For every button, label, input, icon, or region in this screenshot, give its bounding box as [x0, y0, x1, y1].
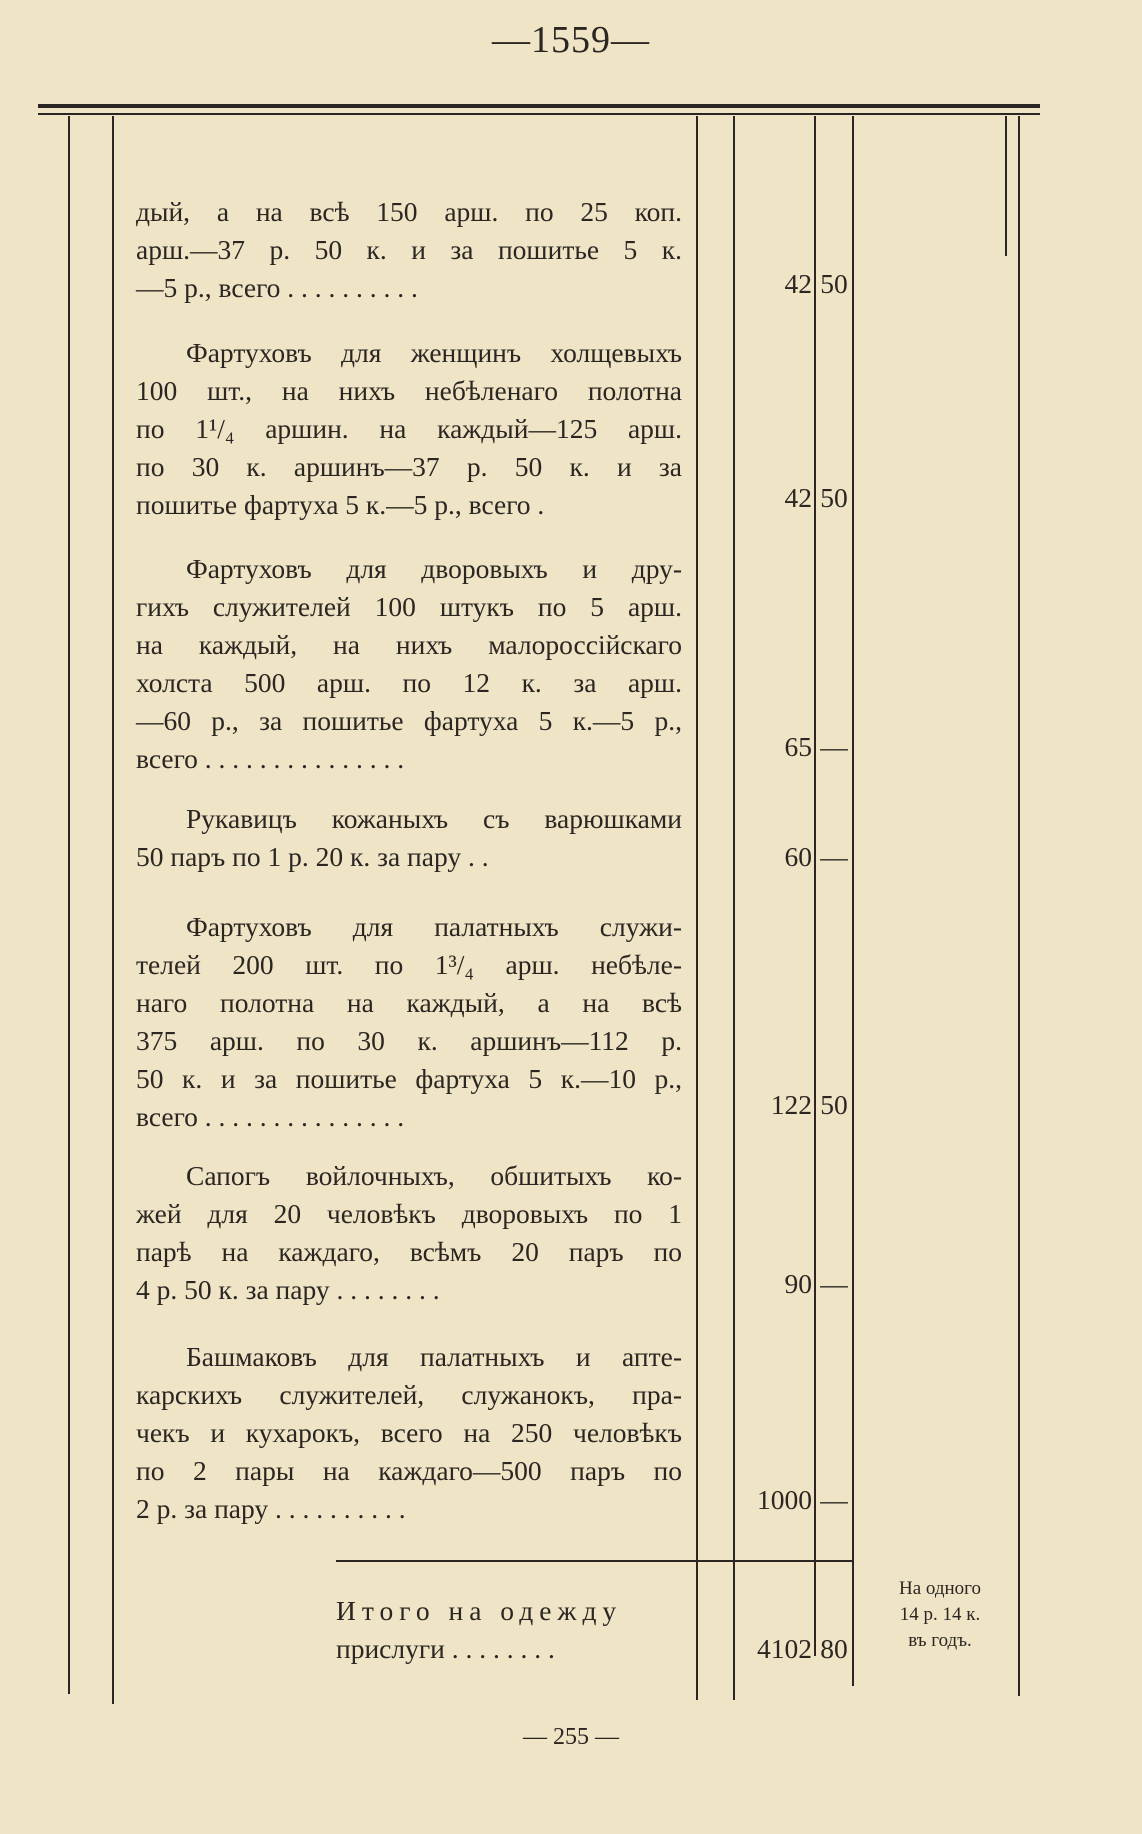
total-kopecks: 80 — [820, 1633, 848, 1664]
table-border-right-inner — [1005, 116, 1007, 256]
entry-line: парѣ на каждаго, всѣмъ 20 паръ по — [136, 1236, 682, 1267]
header-rule-thick — [38, 104, 1040, 108]
amount-rubles: 1000 — [757, 1484, 812, 1515]
entry-line: холста 500 арш. по 12 к. за арш. — [136, 667, 682, 698]
table-column-divider-kopecks — [814, 116, 816, 1656]
table-column-divider-notes — [852, 116, 854, 1686]
ledger-entry — [136, 334, 682, 524]
entry-line: по 30 к. аршинъ—37 р. 50 к. и за — [136, 451, 682, 482]
entry-line: чекъ и кухарокъ, всего на 250 человѣкъ — [136, 1417, 682, 1448]
entry-line: 375 арш. по 30 к. аршинъ—112 р. — [136, 1025, 682, 1056]
table-column-divider-rubles — [733, 116, 735, 1700]
entry-line: по 2 пары на каждаго—500 паръ по — [136, 1455, 682, 1486]
total-label — [336, 1592, 682, 1668]
entry-line: 4 р. 50 к. за пару . . . . . . . . — [136, 1274, 440, 1305]
ledger-entry — [136, 550, 682, 778]
entry-line: 50 к. и за пошитье фартуха 5 к.—10 р., — [136, 1063, 682, 1094]
ledger-entry — [136, 193, 682, 307]
entry-line: карскихъ служителей, служанокъ, пра- — [136, 1379, 682, 1410]
amount-kopecks: 50 — [820, 1089, 848, 1120]
amount-rubles: 42 — [784, 482, 812, 513]
page-number-header: —1559— — [492, 19, 650, 61]
amount-kopecks: — — [820, 841, 848, 872]
entry-line: дый, а на всѣ 150 арш. по 25 коп. — [136, 196, 682, 227]
per-person-note — [870, 1576, 1010, 1654]
ledger-entry — [136, 1157, 682, 1309]
amount-rubles: 60 — [784, 841, 812, 872]
total-line: прислуги . . . . . . . . — [336, 1633, 555, 1664]
total-line: Итого на одежду — [336, 1595, 623, 1626]
entry-line: всего . . . . . . . . . . . . . . . — [136, 1101, 405, 1132]
table-border-left-outer — [68, 116, 70, 1694]
entry-line: всего . . . . . . . . . . . . . . . — [136, 743, 405, 774]
page-number-footer: — 255 — — [523, 1724, 619, 1750]
entry-line: 100 шт., на нихъ небѣленаго полотна — [136, 375, 682, 406]
entry-line: арш.—37 р. 50 к. и за пошитье 5 к. — [136, 234, 682, 265]
entry-line: Фартуховъ для палатныхъ служи- — [186, 911, 682, 942]
amount-kopecks: — — [820, 1268, 848, 1299]
ledger-entry — [136, 800, 682, 876]
entry-line: Сапогъ войлочныхъ, обшитыхъ ко- — [186, 1160, 682, 1191]
entry-line: гихъ служителей 100 штукъ по 5 арш. — [136, 591, 682, 622]
entry-line: наго полотна на каждый, а на всѣ — [136, 987, 682, 1018]
note-line: 14 р. 14 к. — [899, 1604, 981, 1625]
total-rule — [336, 1560, 854, 1562]
entry-line: —60 р., за пошитье фартуха 5 к.—5 р., — [136, 705, 682, 736]
amount-kopecks: — — [820, 731, 848, 762]
ledger-entry — [136, 1338, 682, 1528]
entry-line: жей для 20 человѣкъ дворовыхъ по 1 — [136, 1198, 682, 1229]
table-border-left-inner — [112, 116, 114, 1704]
entry-line: 2 р. за пару . . . . . . . . . . — [136, 1493, 406, 1524]
entry-line: на каждый, на нихъ малороссійскаго — [136, 629, 682, 660]
ledger-entry — [136, 908, 682, 1136]
entry-line: Башмаковъ для палатныхъ и апте- — [186, 1341, 682, 1372]
total-rubles: 4102 — [757, 1633, 812, 1664]
entry-line: пошитье фартуха 5 к.—5 р., всего . — [136, 489, 545, 520]
note-line: въ годъ. — [908, 1630, 972, 1651]
header-rule-thin — [38, 113, 1040, 115]
entry-line: —5 р., всего . . . . . . . . . . — [136, 272, 418, 303]
entry-line: 50 паръ по 1 р. 20 к. за пару . . — [136, 841, 489, 872]
amount-rubles: 90 — [784, 1268, 812, 1299]
amount-rubles: 65 — [784, 731, 812, 762]
table-column-divider-text — [696, 116, 698, 1700]
entry-line: Фартуховъ для женщинъ холщевыхъ — [186, 337, 682, 368]
amount-kopecks: 50 — [820, 482, 848, 513]
entry-line: Рукавицъ кожаныхъ съ варюшками — [186, 803, 682, 834]
amount-rubles: 42 — [784, 268, 812, 299]
entry-line: телей 200 шт. по 1³/₄ арш. небѣле- — [136, 949, 682, 980]
table-border-right-outer — [1018, 116, 1020, 1696]
note-line: На одного — [898, 1578, 981, 1599]
entry-line: по 1¹/₄ аршин. на каждый—125 арш. — [136, 413, 682, 444]
amount-rubles: 122 — [770, 1089, 812, 1120]
amount-kopecks: — — [820, 1484, 848, 1515]
amount-kopecks: 50 — [820, 268, 848, 299]
entry-line: Фартуховъ для дворовыхъ и дру- — [186, 553, 682, 584]
